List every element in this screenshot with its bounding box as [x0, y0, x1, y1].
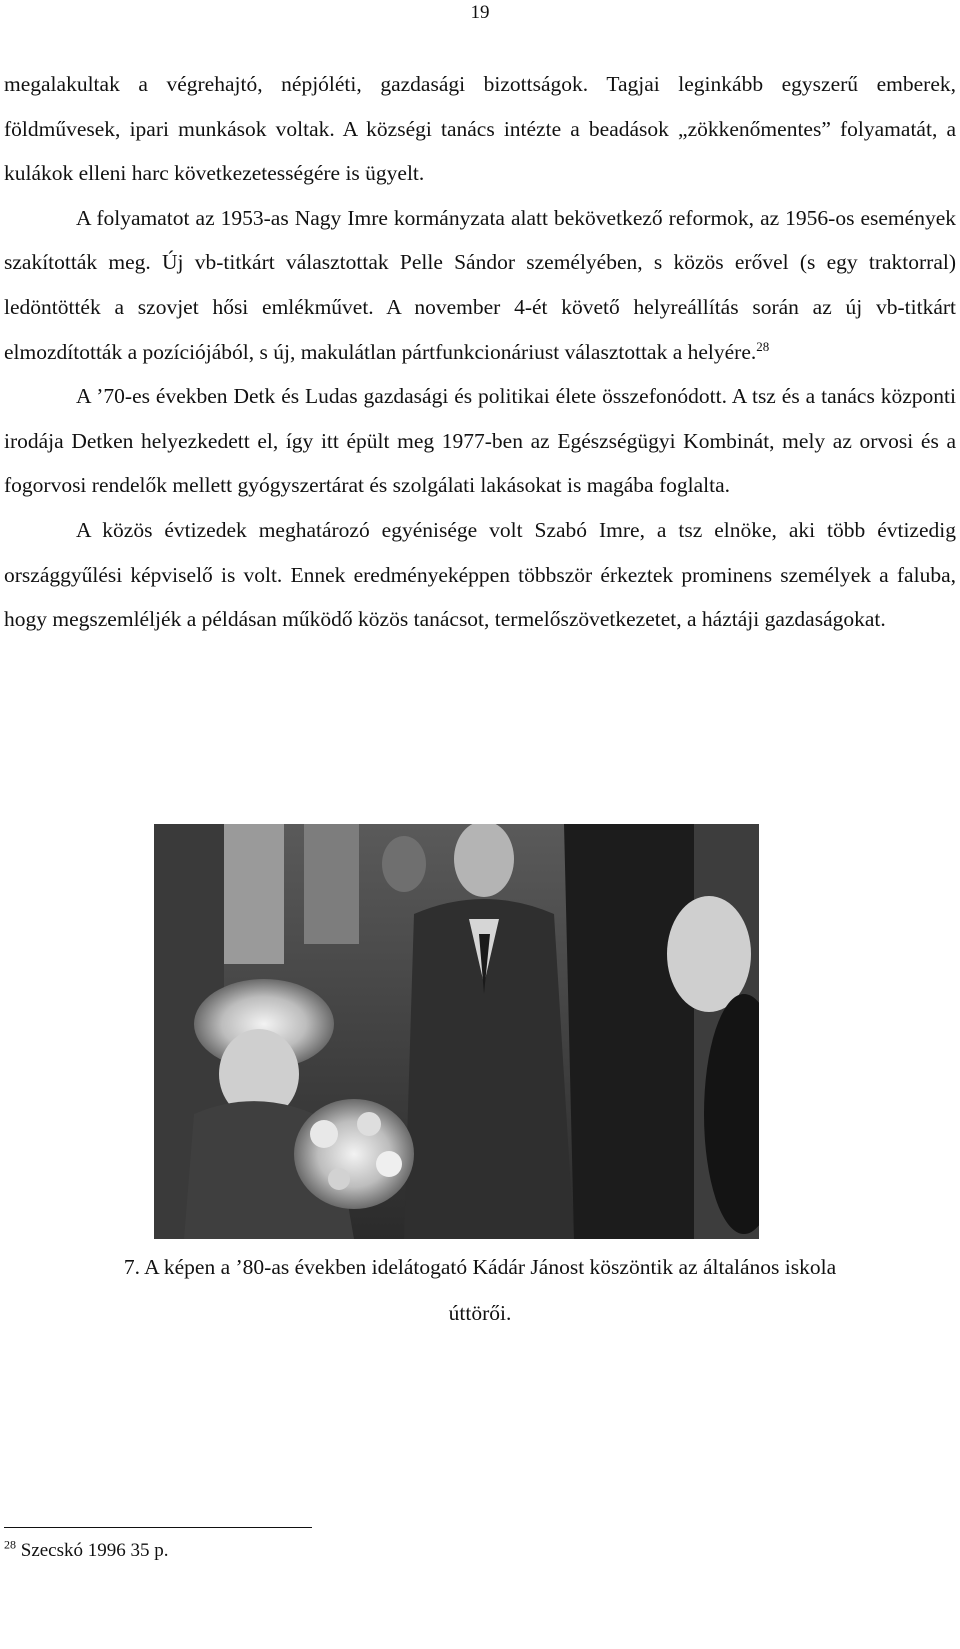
- paragraph-1: megalakultak a végrehajtó, népjóléti, gazdasági bizottságok. Tagjai leginkább egyszerű emberek, földművesek, ipari munkások voltak. A községi tanács intézte a beadások „zökkenőmentes” folyamatát, a kulákok elleni harc következetességére is ügyelt.: [4, 72, 956, 186]
- footnote-divider: [4, 1527, 312, 1528]
- footnote: [4, 1537, 169, 1562]
- footnote-text: Szecskó 1996 35 p.: [20, 1540, 169, 1561]
- paragraph-2-text: A folyamatot az 1953-as Nagy Imre kormányzata alatt bekövetkező reformok, az 1956-os események szakították meg. Új vb-titkárt választottak Pelle Sándor személyében, s közös erővel (s egy traktorral) ledöntötték a szovjet hősi emlékművet. A november 4-ét követő helyreállítás során az új vb-titkárt elmozdították a pozíciójából, s új, makulátlan pártfunkcionáriust választottak a helyére.: [4, 205, 956, 364]
- photograph: [154, 824, 759, 1239]
- photo-caption: [0, 1244, 960, 1336]
- footnote-reference: 28: [756, 338, 770, 354]
- caption-line-1: 7. A képen a ’80-as években idelátogató Kádár Jánost köszöntik az általános iskola: [123, 1255, 837, 1279]
- paragraph-4: A közös évtizedek meghatározó egyénisége volt Szabó Imre, a tsz elnöke, aki több évtizedig országgyűlési képviselő is volt. Ennek eredményeképpen többször érkeztek prominens személyek a faluba, hogy megszemléljék a példásan működő közös tanácsot, termelőszövetkezetet, a háztáji gazdaságokat.: [4, 517, 956, 632]
- caption-line-2: úttörői.: [448, 1301, 512, 1325]
- paragraph-2: [4, 196, 956, 374]
- page-number: 19: [470, 2, 490, 23]
- footnote-number: 28: [4, 1537, 16, 1552]
- paragraph-3: A ’70-es években Detk és Ludas gazdasági és politikai élete összefonódott. A tsz és a tanács központi irodája Detken helyezkedett el, így itt épült meg 1977-ben az Egészségügyi Kombinát, mely az orvosi és a fogorvosi rendelők mellett gyógyszertárat és szolgálati lakásokat is magába foglalta.: [4, 384, 956, 498]
- body-text: [4, 62, 956, 642]
